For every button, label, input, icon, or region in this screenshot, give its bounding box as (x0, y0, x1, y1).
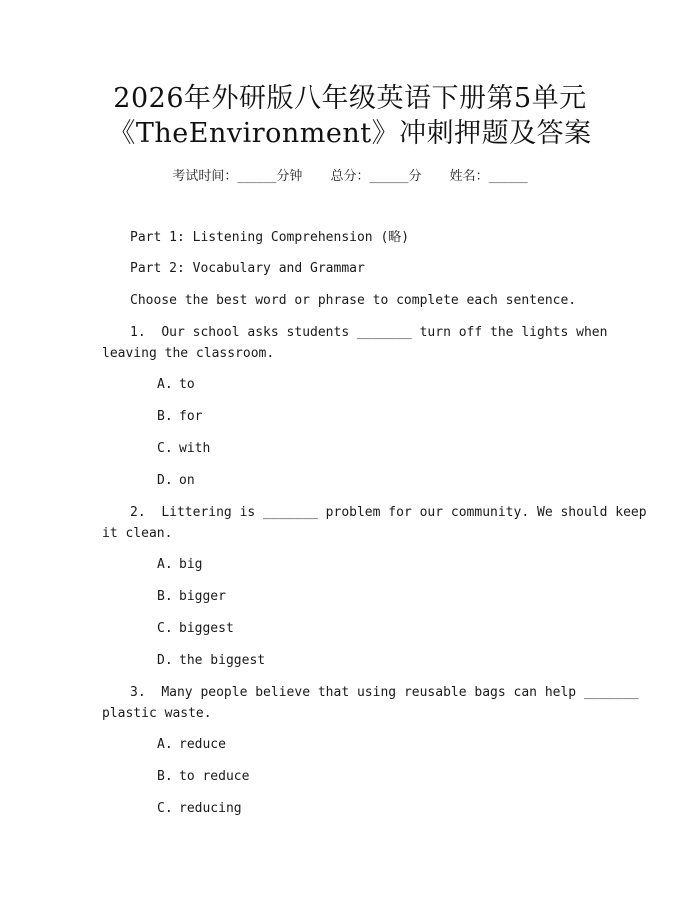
option-text: biggest (179, 621, 234, 636)
option-text: reduce (179, 737, 226, 752)
option-1c (0, 439, 700, 459)
option-letter: B. (157, 769, 173, 784)
question-number: 3. (130, 685, 146, 700)
option-3c (0, 799, 700, 819)
option-text: bigger (179, 589, 226, 604)
document-title-line2: 《TheEnvironment》冲刺押题及答案 (108, 118, 592, 149)
option-3a (0, 735, 700, 755)
option-text: reducing (179, 801, 242, 816)
question-2 (0, 503, 700, 523)
question-3 (0, 683, 700, 703)
document-title-line1: 2026年外研版八年级英语下册第5单元 (113, 83, 587, 114)
option-text: big (179, 557, 203, 572)
option-2b (0, 587, 700, 607)
option-letter: C. (157, 621, 173, 636)
exam-name-label: 姓名： (449, 169, 489, 184)
option-text: for (179, 409, 203, 424)
option-letter: A. (157, 557, 173, 572)
option-text: to (179, 377, 195, 392)
option-3b (0, 767, 700, 787)
question-text: Our school asks students _______ turn off the lights when (161, 325, 608, 340)
question-3-continued: plastic waste. (102, 706, 212, 721)
option-1b (0, 407, 700, 427)
exam-time-blank: ______ (237, 169, 277, 184)
option-letter: B. (157, 409, 173, 424)
option-1d (0, 471, 700, 491)
exam-score-blank: ______ (369, 169, 409, 184)
option-text: the biggest (179, 653, 266, 668)
exam-score (330, 169, 421, 184)
option-text: to reduce (179, 769, 250, 784)
option-letter: A. (157, 377, 173, 392)
option-2a (0, 555, 700, 575)
option-letter: D. (157, 653, 173, 668)
option-text: with (179, 441, 211, 456)
question-number: 1. (130, 325, 146, 340)
question-1-continued: leaving the classroom. (102, 346, 275, 361)
question-number: 2. (130, 505, 146, 520)
option-2c (0, 619, 700, 639)
option-letter: B. (157, 589, 173, 604)
exam-meta (0, 167, 700, 187)
option-text: on (179, 473, 195, 488)
option-letter: A. (157, 737, 173, 752)
exam-time-unit: 分钟 (276, 169, 303, 184)
exam-time-label: 考试时间： (172, 169, 238, 184)
part2-heading: Part 2: Vocabulary and Grammar (130, 261, 365, 276)
question-text: Many people believe that using reusable bags can help _______ (161, 685, 639, 700)
exam-name (450, 169, 528, 184)
exam-time (172, 169, 302, 184)
question-2-continued: it clean. (102, 526, 173, 541)
question-1 (0, 323, 700, 343)
exam-score-label: 总分： (330, 169, 370, 184)
part1-heading: Part 1: Listening Comprehension (略) (130, 230, 410, 245)
option-letter: D. (157, 473, 173, 488)
exam-name-blank: ______ (488, 169, 528, 184)
exam-score-unit: 分 (408, 169, 422, 184)
option-2d (0, 651, 700, 671)
instruction-text: Choose the best word or phrase to complete each sentence. (130, 293, 577, 308)
option-letter: C. (157, 801, 173, 816)
option-1a (0, 375, 700, 395)
option-letter: C. (157, 441, 173, 456)
question-text: Littering is _______ problem for our community. We should keep (161, 505, 647, 520)
